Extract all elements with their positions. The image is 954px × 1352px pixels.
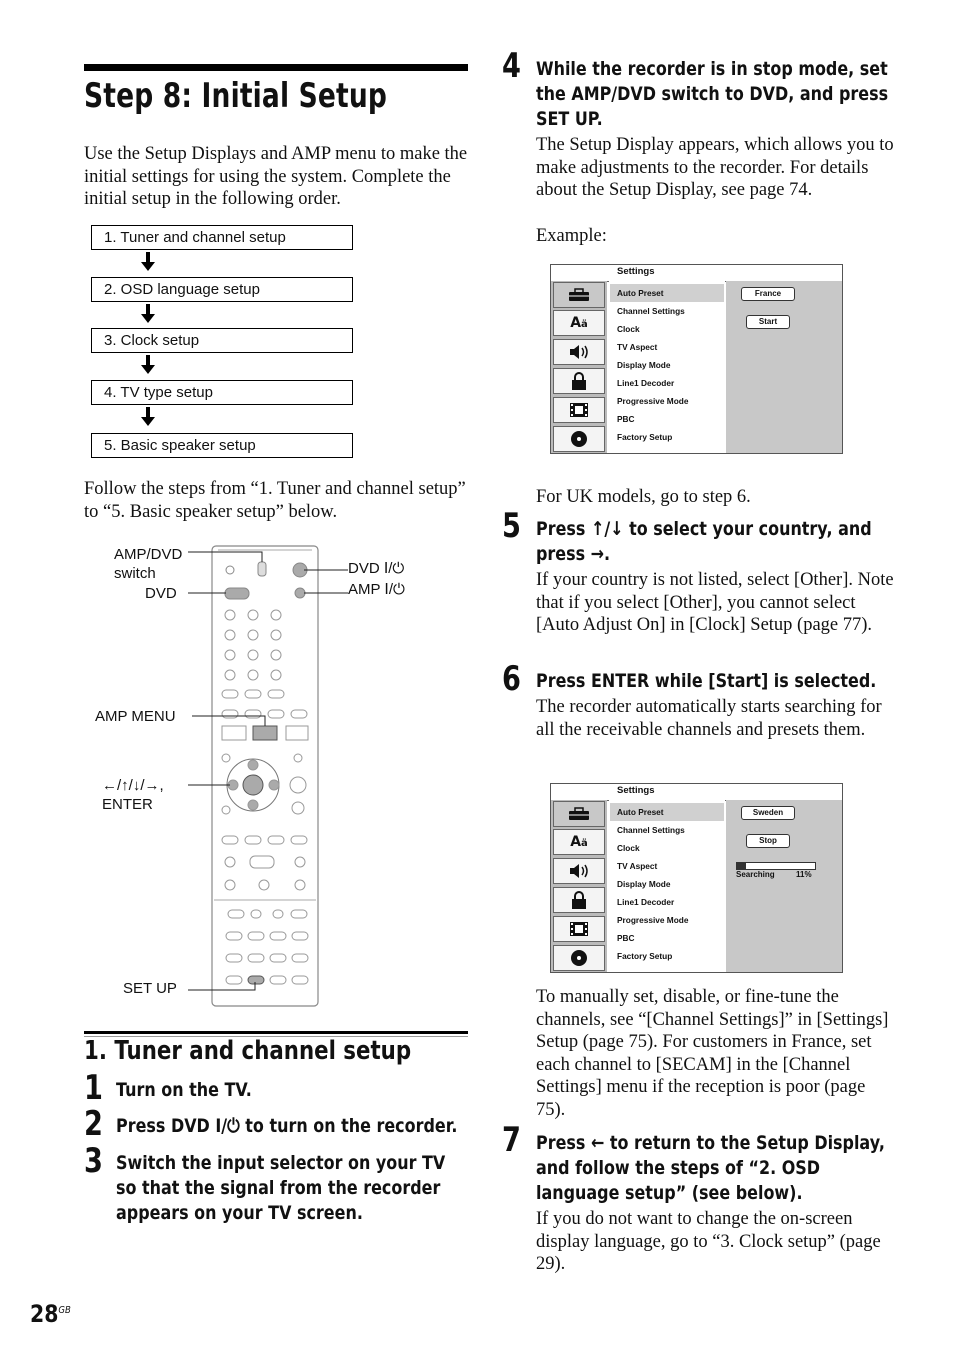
step-body: The Setup Display appears, which allows you to make adjustments to the recorder. For details about the Setup Display, see page 74. (536, 135, 894, 200)
osd-menu-item: Progressive Mode (617, 396, 689, 406)
lock-icon (553, 887, 605, 913)
step-heading: Press ENTER while [Start] is selected. (536, 670, 877, 692)
step-heading: Press ← to return to the Setup Display, and follow the steps of “2. OSD language setup” (see below). (536, 1132, 885, 1204)
amp-menu-label: AMP MENU (95, 708, 176, 725)
country-value: France (741, 287, 795, 301)
step-number: 1 (84, 1068, 103, 1108)
dvd-label: DVD (145, 585, 177, 602)
step-heading: Switch the input selector on your TV so that the signal from the recorder appears on your TV screen. (116, 1152, 446, 1224)
speaker-icon (553, 339, 605, 365)
set-up-label: SET UP (123, 980, 177, 997)
uk-note: For UK models, go to step 6. (536, 487, 751, 507)
title-rule (84, 64, 468, 71)
osd-menu-item: PBC (617, 414, 635, 424)
arrows-enter-label: ←/↑/↓/→, ENTER (102, 777, 164, 813)
osd-menu-item: Channel Settings (617, 306, 685, 316)
osd-menu (609, 281, 725, 453)
osd-title-bar (551, 265, 842, 282)
amp-dvd-switch-label: AMP/DVD switch (114, 546, 183, 582)
flow-step-2: 2. OSD language setup (91, 277, 353, 302)
speaker-icon (553, 858, 605, 884)
osd-options-panel (726, 281, 842, 453)
step-number: 6 (502, 659, 521, 699)
osd-title-bar (551, 784, 842, 801)
film-icon (553, 397, 605, 423)
searching-label: Searching (736, 870, 775, 879)
step-number: 2 (84, 1104, 103, 1144)
flow-arrow-icon (141, 304, 155, 324)
country-value: Sweden (741, 806, 795, 820)
setup-display-example-2 (550, 783, 843, 973)
section-title: 1. Tuner and channel setup (84, 1036, 412, 1066)
step-heading: Press ↑/↓ to select your country, and press →. (536, 518, 872, 565)
follow-text: Follow the steps from “1. Tuner and channel setup” to “5. Basic speaker setup” below. (84, 479, 466, 522)
osd-menu-item: Factory Setup (617, 951, 673, 961)
page-title: Step 8: Initial Setup (84, 76, 388, 116)
intro-text: Use the Setup Displays and AMP menu to make the initial settings for using the system. Complete the initial setup in the following order. (84, 144, 468, 209)
step-heading: While the recorder is in stop mode, set the AMP/DVD switch to DVD, and press SET UP. (536, 58, 889, 130)
flow-step-3: 3. Clock setup (91, 328, 353, 353)
osd-menu-item: Line1 Decoder (617, 897, 675, 907)
disc-icon (553, 426, 605, 452)
search-progress-fill (737, 863, 746, 869)
page-number: $28^{GB}$ (30, 1300, 71, 1328)
osd-options-panel (726, 800, 842, 972)
step-number: 4 (502, 46, 521, 86)
flow-arrow-icon (141, 355, 155, 375)
manual-setup-note: To manually set, disable, or fine-tune the channels, see “[Channel Settings]” in [Settings] Setup (page 75). For customers in France, set each channel to [SECAM] in the [Channel Settings] menu if the reception is poor (page 75). (536, 987, 889, 1120)
progress-percent: 11% (796, 870, 812, 879)
osd-title: Settings (617, 785, 655, 796)
language-icon: Aä (553, 310, 605, 336)
osd-menu-item: TV Aspect (617, 342, 658, 352)
osd-menu-item: Auto Preset (610, 803, 724, 821)
osd-menu-item: Line1 Decoder (617, 378, 675, 388)
setup-display-example-1 (550, 264, 843, 454)
lock-icon (553, 368, 605, 394)
toolbox-icon (553, 282, 605, 308)
osd-menu-item: Display Mode (617, 879, 671, 889)
step-heading: Turn on the TV. (116, 1079, 252, 1101)
flow-step-1: 1. Tuner and channel setup (91, 225, 353, 250)
step-number: 3 (84, 1141, 103, 1181)
osd-menu-item: PBC (617, 933, 635, 943)
osd-menu-item: TV Aspect (617, 861, 658, 871)
osd-icon-column (551, 800, 607, 972)
language-icon: Aä (553, 829, 605, 855)
example-label: Example: (536, 226, 607, 246)
film-icon (553, 916, 605, 942)
flow-step-5: 5. Basic speaker setup (91, 433, 353, 458)
search-progress-bar (736, 862, 816, 870)
osd-menu-item: Factory Setup (617, 432, 673, 442)
step-body: The recorder automatically starts searching for all the receivable channels and presets them. (536, 697, 882, 740)
flow-step-4: 4. TV type setup (91, 380, 353, 405)
osd-menu-item: Progressive Mode (617, 915, 689, 925)
section-rule (84, 1031, 468, 1034)
osd-menu-item: Clock (617, 324, 640, 334)
osd-menu-item: Display Mode (617, 360, 671, 370)
callout-lines (180, 540, 350, 1010)
osd-menu (609, 800, 725, 972)
osd-menu-item: Clock (617, 843, 640, 853)
dvd-power-label: DVD Ⅰ/⏻ (348, 560, 405, 577)
flow-arrow-icon (141, 407, 155, 427)
toolbox-icon (553, 801, 605, 827)
step-body: If your country is not listed, select [Other]. Note that if you select [Other], you cannot select [Auto Adjust On] in [Clock] Setup (page 77). (536, 570, 894, 635)
flow-arrow-icon (141, 252, 155, 272)
stop-option: Stop (746, 834, 790, 848)
step-heading: Press DVD Ⅰ/⏻ to turn on the recorder. (116, 1115, 458, 1137)
disc-icon (553, 945, 605, 971)
amp-power-label: AMP Ⅰ/⏻ (348, 581, 405, 598)
osd-menu-item: Channel Settings (617, 825, 685, 835)
step-number: 5 (502, 506, 521, 546)
step-number: 7 (502, 1120, 521, 1160)
osd-menu-item: Auto Preset (610, 284, 724, 302)
osd-title: Settings (617, 266, 655, 277)
start-option: Start (746, 315, 790, 329)
step-body: If you do not want to change the on-screen display language, go to “3. Clock setup” (page 29). (536, 1209, 881, 1274)
osd-icon-column (551, 281, 607, 453)
